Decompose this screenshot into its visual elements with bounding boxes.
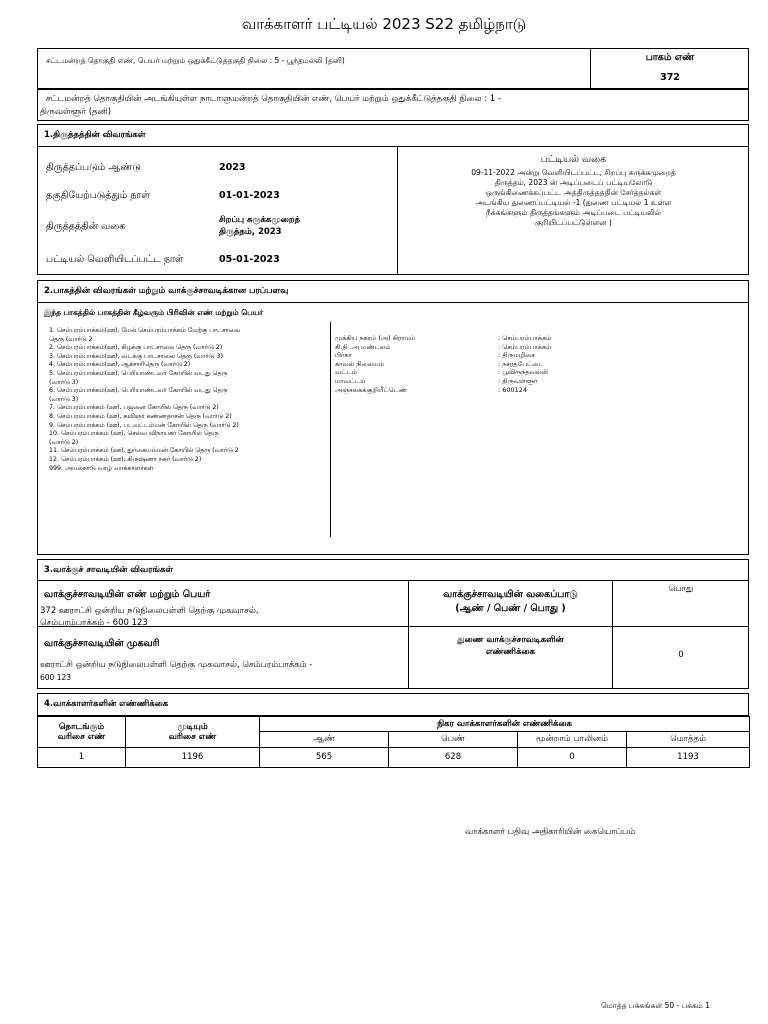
detail-row — [335, 360, 745, 369]
polling-station-name-line1: 372 ஊராட்சி ஒன்றிய நடுநிலைபள்ளி தெற்கு முகவாசல், — [40, 606, 259, 616]
document-title: வாக்காளர் பட்டியல் 2023 S22 தமிழ்நாடு — [241, 15, 527, 33]
list-item: 5. செம்பரம்பாக்கம்(ஊ), பெரியாண்டவர் கோயில் வடது தெரு — [49, 369, 228, 377]
list-item: 9. செம்பரம்பாக்கம் (ஊ), படவட்டம்மன் கோயில் தெரு (வார்டு 2) — [49, 421, 239, 429]
detail-value: : 600124 — [498, 385, 528, 394]
detail-row — [335, 351, 745, 360]
detail-key: மாவட்டம் — [335, 376, 366, 385]
total-header: மொத்தம் — [627, 731, 750, 747]
parliament-constituency-label: சட்டமன்றத் தொகுதியின் அடங்கியுள்ள நாடாளுமன்றத் தொகுதியின் எண், பெயர் மற்றும் ஒதுக்கீட்டுத்தகுதி நிலை : 1 - — [46, 94, 501, 104]
polling-station-type-label: வாக்குச்சாவடியின் வகைப்பாடு — [443, 589, 578, 600]
roll-type-description — [400, 168, 747, 228]
detail-key: காவல் நிலையம் — [335, 359, 384, 368]
roll-type-line: திருத்தம், 2023 ன் அடிப்படைப் பட்டியலோடு — [494, 178, 653, 187]
header-line: முடியும் — [177, 721, 208, 732]
polling-station-address-label: வாக்குச்சாவடியின் முகவரி — [44, 638, 160, 649]
roll-type-line: குறியிடப்பட்டுள்ளன ) — [535, 218, 612, 227]
section2-heading: 2.பாகத்தின் விவரங்கள் மற்றும் வாக்குச்சாவடிக்கான பரப்பளவு — [44, 286, 289, 296]
list-item: 2. செம்பரம்பாக்கம்(ஊ), கிழக்கு பாடசாலை தெரு (வார்டு 2) — [49, 344, 223, 352]
header-line: வரிசை எண் — [168, 731, 217, 742]
publication-date-value: 05-01-2023 — [219, 254, 280, 265]
third-gender-count: 0 — [518, 747, 627, 767]
list-item: 8. செம்பரம்பாக்கம் (ஊ), கவிஞர் கண்ணதாசன் தெரு (வார்டு 2) — [49, 412, 232, 420]
list-item: (வார்டு 2) — [49, 438, 79, 446]
roll-type-line: 09-11-2022 அன்று வெளியிடப்பட்ட, சிறப்பு சுருக்கமுறைத் — [471, 168, 676, 177]
detail-key: அஞ்சலகக்குறியீட்டெண் — [335, 385, 408, 394]
section3-value-divider — [612, 580, 613, 689]
section3-heading: 3.வாக்குச் சாவடியின் விவரங்கள் — [44, 565, 174, 575]
detail-row — [335, 334, 745, 343]
detail-key: பிர்கா — [335, 351, 352, 360]
detail-key: வட்டம் — [335, 368, 357, 377]
elector-count-table — [37, 716, 749, 768]
auxiliary-stations-value: 0 — [678, 650, 684, 660]
third-gender-header: மூன்றாம் பாலினம் — [518, 731, 627, 747]
registration-officer-signature: வாக்காளர் பதிவு அதிகாரியின் கையொப்பம் — [465, 827, 636, 837]
section1-heading: 1.திருத்தத்தின் விவரங்கள் — [44, 130, 146, 140]
detail-row — [335, 368, 745, 377]
polling-station-type-value: பொது — [668, 584, 694, 594]
detail-value: : திருவள்ளூர் — [498, 376, 538, 385]
polling-station-name-label: வாக்குச்சாவடியின் எண் மற்றும் பெயர் — [44, 589, 211, 600]
detail-key: கி.தி .அ மண்டலம் — [335, 342, 391, 351]
qualifying-date-value: 01-01-2023 — [219, 190, 280, 201]
list-item: 3. செம்பரம்பாக்கம்(ஊ), வடக்கு பாடசாலை தெரு (வார்டு 3) — [49, 352, 223, 360]
revision-year-value: 2023 — [219, 162, 246, 173]
section2-subheading: இந்த பாகத்தில் பாகத்தின் கீழ்வரும் பிரிவின் எண் மற்றும் பெயர் — [44, 308, 264, 317]
detail-key: முக்கிய நகரம் (அ) கிராமம் — [335, 334, 416, 342]
start-serial-header — [38, 717, 126, 748]
end-serial-value: 1196 — [126, 747, 260, 767]
list-item: (வார்டு 3) — [49, 378, 79, 386]
detail-value: : திருமழிசை — [498, 351, 535, 360]
male-header: ஆண் — [260, 731, 389, 747]
list-item: 4. செம்பரம்பாக்கம்(ஊ), ஆச்சாரிதெரு (வார்டு 2) — [49, 361, 191, 369]
publication-date-label: பட்டியல் வெளியிடப்பட்ட நாள் — [46, 254, 184, 265]
polling-station-address-line1: ஊராட்சி ஒன்றிய நடுநிலைபள்ளி தெற்கு முகவாசல், செம்பரம்பாக்கம் - — [40, 660, 313, 670]
roll-type-heading: பட்டியல் வகை — [540, 154, 607, 165]
detail-value: : செம்பரம்பாக்கம் — [498, 342, 552, 351]
part-number-value: 372 — [660, 72, 680, 83]
list-item: 11. செம்பரம்பாக்கம் (ஊ), துர்கையம்மன் கோயில் தெரு (வார்டு 2 — [49, 447, 239, 455]
section1-column-divider — [397, 147, 398, 275]
section2-heading-divider — [37, 302, 749, 303]
polling-station-name-line2: செம்பரம்பாக்கம் - 600 123 — [40, 618, 148, 628]
detail-row — [335, 386, 745, 395]
male-count: 565 — [260, 747, 389, 767]
revision-type-value-line2: திருத்தம், 2023 — [219, 227, 282, 237]
section3-heading-divider — [37, 580, 749, 581]
detail-value: : பூவிருந்தவல்லி — [498, 368, 548, 377]
roll-type-line: அடங்கிய துணைப்பட்டியல் -1 (துணை பட்டியல் 1 உள்ள — [475, 198, 672, 207]
detail-row — [335, 377, 745, 386]
list-item: 999. அயல்நாடு வாழ் வாக்காளர்கள் — [49, 464, 154, 472]
part-number-label: பாகம் எண் — [645, 52, 695, 63]
revision-type-value-line1: சிறப்பு சுருக்கமுறைத் — [219, 215, 301, 225]
roll-type-line: ஒருங்கிணைக்கப்பட்ட அத்திருத்தத்தின் சேர்த்தல்கள் — [485, 188, 662, 197]
detail-value: : செம்பரம்பாக்கம் — [498, 334, 552, 342]
qualifying-date-label: தகுதியேற்படுத்தும் நாள் — [46, 190, 150, 201]
part-details — [335, 334, 745, 394]
page-footer: மொத்த பக்கங்கள் 50 - பக்கம் 1 — [600, 1001, 710, 1010]
list-item: தெரு (வார்டு 2 — [49, 335, 93, 343]
header-line: தொடங்கும் — [58, 721, 105, 732]
list-item: 6. செம்பரம்பாக்கம்(ஊ), பெரியாண்டவர் கோயில் வடது தெரு — [49, 387, 228, 395]
assembly-constituency: சட்டமன்றத் தொகுதி எண், பெயர் மற்றும் ஒதுக்கீட்டுத்தகுதி நிலை : 5 - பூந்தமல்லி (தனி) — [46, 56, 345, 65]
female-header: பெண் — [389, 731, 518, 747]
polling-station-address-line2: 600 123 — [40, 673, 72, 682]
total-count: 1193 — [627, 747, 750, 767]
start-serial-value: 1 — [38, 747, 126, 767]
list-item: 7. செம்பரம்பாக்கம் (ஊ), பஜனை கோயில் தெரு (வார்டு 2) — [49, 404, 219, 412]
auxiliary-stations-label-line2: எண்ணிக்கை — [485, 647, 535, 657]
end-serial-header — [126, 717, 260, 748]
detail-row — [335, 343, 745, 352]
roll-type-line: நீக்கங்களும் திருத்தங்களும் அடிப்படை பட்டியலில் — [486, 208, 661, 217]
section4-heading: 4.வாக்காளர்களின் எண்ணிக்கை — [44, 699, 169, 709]
revision-year-label: திருத்தப்படும் ஆண்டு — [46, 162, 141, 173]
list-item: (வார்டு 3) — [49, 395, 79, 403]
list-item: 1. செம்பரம்பாக்கம்(ஊ), மேல் செம்பரம்பாக்கம் மேற்கு பாடசாலை — [49, 327, 241, 334]
part-sections-list — [49, 327, 331, 473]
female-count: 628 — [389, 747, 518, 767]
revision-type-label: திருத்தத்தின் வகை — [46, 221, 126, 232]
parliament-constituency-value: திருவள்ளூர் (தனி) — [40, 107, 112, 117]
header-line: வரிசை எண் — [57, 731, 106, 742]
detail-value: : நசரத்பேட்டை — [498, 359, 544, 368]
list-item: 10. செம்பரம்பாக்கம் (ஊ), செல்வ விநாயகர் கோயில் தெரு — [49, 430, 219, 438]
net-electors-header: நிகர வாக்காளர்களின் எண்ணிக்கை — [260, 717, 750, 732]
auxiliary-stations-label-line1: துணை வாக்குச்சாவடிகளின் — [457, 635, 564, 645]
polling-station-type-sub: (ஆண் / பெண் / பொது ) — [455, 603, 566, 614]
list-item: 12. செம்பரம்பாக்கம் (ஊ), கிருஷ்ணா நகர் (வார்டு 2) — [49, 455, 202, 463]
section1-heading-divider — [37, 146, 749, 147]
